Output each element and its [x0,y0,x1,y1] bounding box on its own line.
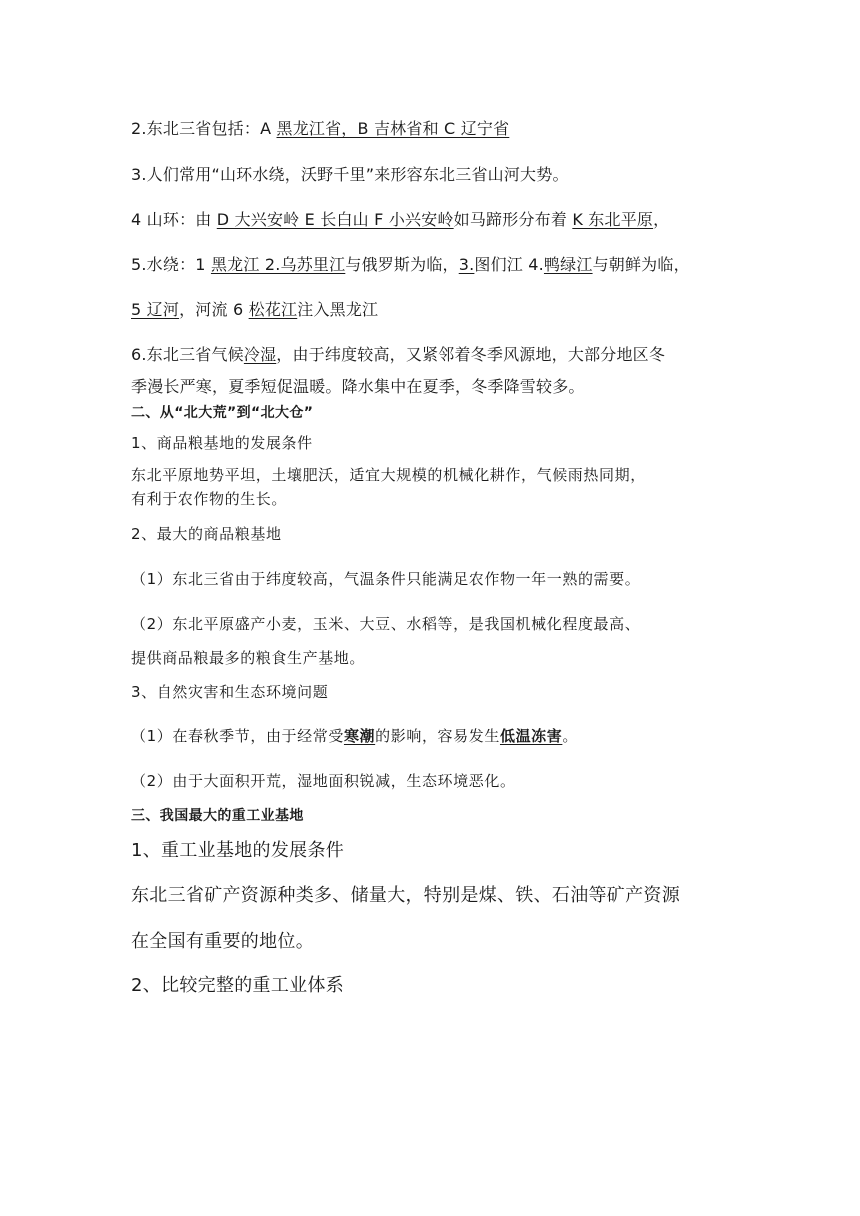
line-climate-2 [131,374,585,397]
answer-underlined: 5 辽河 [131,300,180,319]
paragraph-3a [131,613,640,634]
line-rivers-2 [131,297,378,320]
answer-underlined: K 东北平原 [572,210,654,229]
answer-underlined: 黑龙江 2. [210,255,281,274]
line-provinces [131,116,509,139]
text: 。 [562,727,578,745]
text: ，由于纬度较高，又紧邻着冬季风源地，大部分地区冬 [276,345,666,364]
paragraph-2 [131,568,640,589]
text: （1）在春秋季节，由于经常受 [131,727,344,745]
subheading-5 [131,971,344,997]
line-climate [131,342,665,365]
answer-underlined: 3. [458,255,475,274]
text: 注入黑龙江 [297,300,379,319]
text: （2）由于大面积开荒，湿地面积锐减，生态环境恶化。 [131,772,516,790]
subheading-2 [131,523,282,544]
line-rivers [131,252,690,275]
text: 如马蹄形分布着 [453,210,573,229]
text: 3.人们常用“山环水绕，沃野千里”来形容东北三省山河大势。 [131,165,569,184]
paragraph-3b [131,647,365,668]
subheading-3 [131,681,328,702]
text: 2.东北三省包括：A [131,119,277,138]
paragraph-1a [131,464,646,485]
text: 季漫长严寒，夏季短促温暖。降水集中在夏季，冬季降雪较多。 [131,377,585,396]
text: 与朝鲜为临， [592,255,690,274]
text: 东北平原地势平坦，土壤肥沃，适宜大规模的机械化耕作，气候雨热同期， [131,466,646,484]
text: 二、从“北大荒”到“北大仓” [131,405,314,421]
answer-underlined: 松花江 [248,300,298,319]
answer-underlined: 乌苏里江 [280,255,346,274]
heading-section-2 [131,402,313,422]
text: 2、比较完整的重工业体系 [131,975,345,996]
text: 与俄罗斯为临， [345,255,459,274]
text: 6.东北三省气候 [131,345,244,364]
answer-bold: 低温冻害 [499,727,563,745]
answer-underlined: D 大兴安岭 E 长白山 F 小兴安岭 [216,210,454,229]
line-mountains [131,207,669,230]
text: 有利于农作物的生长。 [131,490,288,508]
subheading-1 [131,432,313,453]
paragraph-5 [131,770,516,791]
text: 2、最大的商品粮基地 [131,525,282,543]
text: ，河流 6 [179,300,249,319]
heading-section-3 [131,805,304,825]
text: ， [653,210,670,229]
answer-bold: 寒潮 [343,727,376,745]
paragraph-6b [131,927,314,953]
paragraph-1b [131,488,287,509]
subheading-4 [131,836,344,862]
text: 在全国有重要的地位。 [131,931,314,952]
text: 5.水绕：1 [131,255,211,274]
answer-underlined: 黑龙江省，B 吉林省和 C 辽宁省 [276,119,510,138]
text: 提供商品粮最多的粮食生产基地。 [131,649,366,667]
text: （1）东北三省由于纬度较高，气温条件只能满足农作物一年一熟的需要。 [131,570,641,588]
paragraph-6a [131,881,680,907]
text: 三、我国最大的重工业基地 [131,808,304,824]
text: 图们江 4. [474,255,544,274]
line-landscape [131,162,569,185]
text: 东北三省矿产资源种类多、储量大，特别是煤、铁、石油等矿产资源 [131,885,680,906]
text: （2）东北平原盛产小麦，玉米、大豆、水稻等，是我国机械化程度最高、 [131,615,641,633]
text: 4 山环：由 [131,210,217,229]
text: 1、重工业基地的发展条件 [131,840,345,861]
answer-underlined: 冷湿 [243,345,277,364]
paragraph-4 [131,725,578,746]
text: 1、商品粮基地的发展条件 [131,434,313,452]
text: 的影响，容易发生 [375,727,500,745]
text: 3、自然灾害和生态环境问题 [131,683,329,701]
answer-underlined: 鸭绿江 [543,255,593,274]
